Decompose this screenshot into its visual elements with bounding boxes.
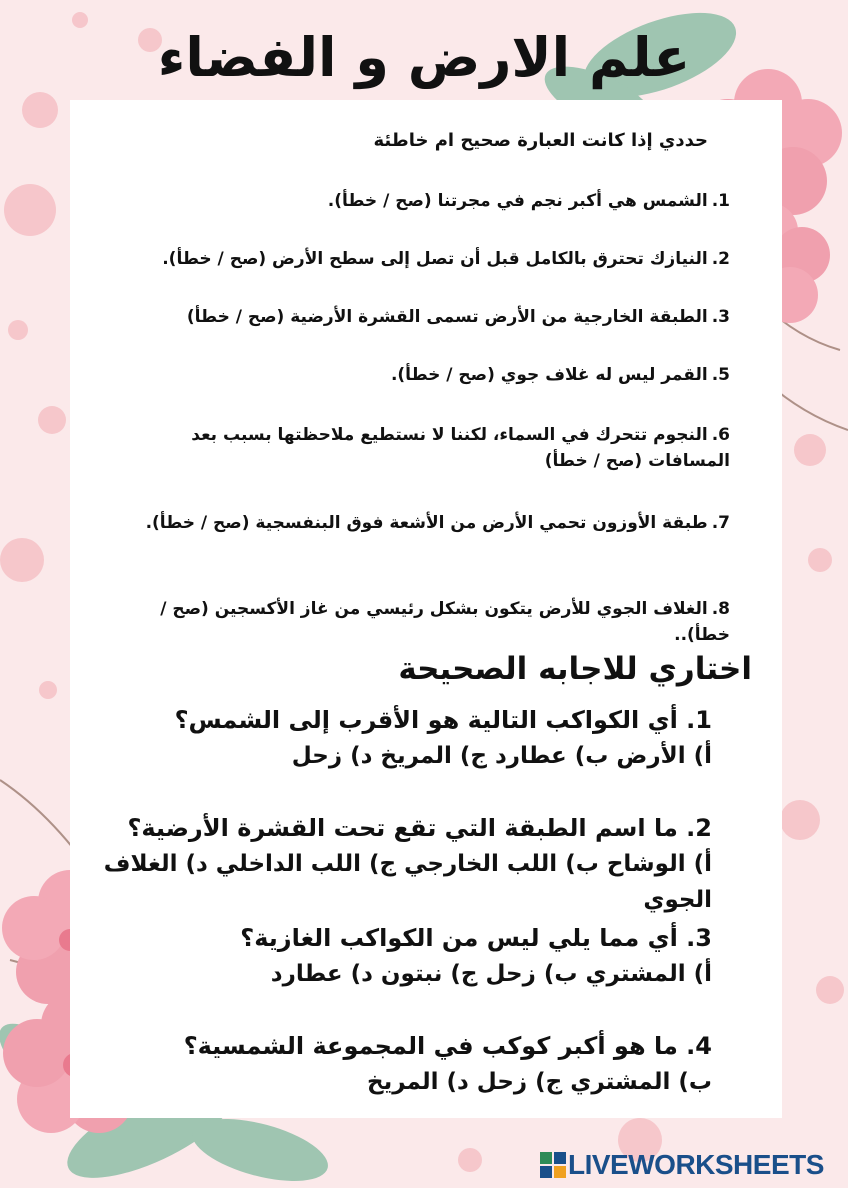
question-text: 4. ما هو أكبر كوكب في المجموعة الشمسية؟ <box>183 1032 712 1060</box>
question-text: 2. ما اسم الطبقة التي تقع تحت القشرة الأرضية؟ <box>127 814 712 842</box>
tf-item: 6.النجوم تتحرك في السماء، لكننا لا نستطيع ملاحظتها بسبب بعد المسافات (صح / خطأ) <box>191 425 730 471</box>
page-title: علم الارض و الفضاء <box>157 26 691 89</box>
question-options: أ) الوشاح ب) اللب الخارجي ج) اللب الداخلي د) الغلاف الجوي <box>103 851 712 913</box>
question-text: 1. أي الكواكب التالية هو الأقرب إلى الشمس؟ <box>174 706 712 734</box>
tf-item: 3.الطبقة الخارجية من الأرض تسمى القشرة الأرضية (صح / خطأ) <box>186 307 730 327</box>
question-text: 3. أي مما يلي ليس من الكواكب الغازية؟ <box>240 924 712 952</box>
watermark-text: LIVEWORKSHEETS <box>568 1149 824 1180</box>
tf-item: 2.النيازك تحترق بالكامل قبل أن تصل إلى سطح الأرض (صح / خطأ). <box>162 249 730 269</box>
mcq-question <box>62 810 712 918</box>
liveworksheets-watermark <box>540 1148 840 1180</box>
mcq-question <box>62 920 712 992</box>
mcq-question <box>62 702 712 774</box>
tf-item: 7.طبقة الأوزون تحمي الأرض من الأشعة فوق البنفسجية (صح / خطأ). <box>145 513 730 533</box>
tf-item: 5.القمر ليس له غلاف جوي (صح / خطأ). <box>390 365 730 385</box>
true-false-instruction: حددي إذا كانت العبارة صحيح ام خاطئة <box>373 130 708 151</box>
tf-item: 8.الغلاف الجوي للأرض يتكون بشكل رئيسي من غاز الأكسجين (صح / خطأ).. <box>160 599 730 645</box>
question-options: أ) المشتري ب) زحل ج) نبتون د) عطارد <box>270 961 712 987</box>
mcq-question <box>62 1028 712 1100</box>
tf-item: 1.الشمس هي أكبر نجم في مجرتنا (صح / خطأ). <box>327 191 730 211</box>
question-options: أ) الأرض ب) عطارد ج) المريخ د) زحل <box>291 743 712 769</box>
liveworksheets-logo-icon <box>540 1152 566 1178</box>
multiple-choice-heading: اختاري للاجابه الصحيحة <box>398 651 752 687</box>
question-options: ب) المشتري ج) زحل د) المريخ <box>367 1069 712 1095</box>
